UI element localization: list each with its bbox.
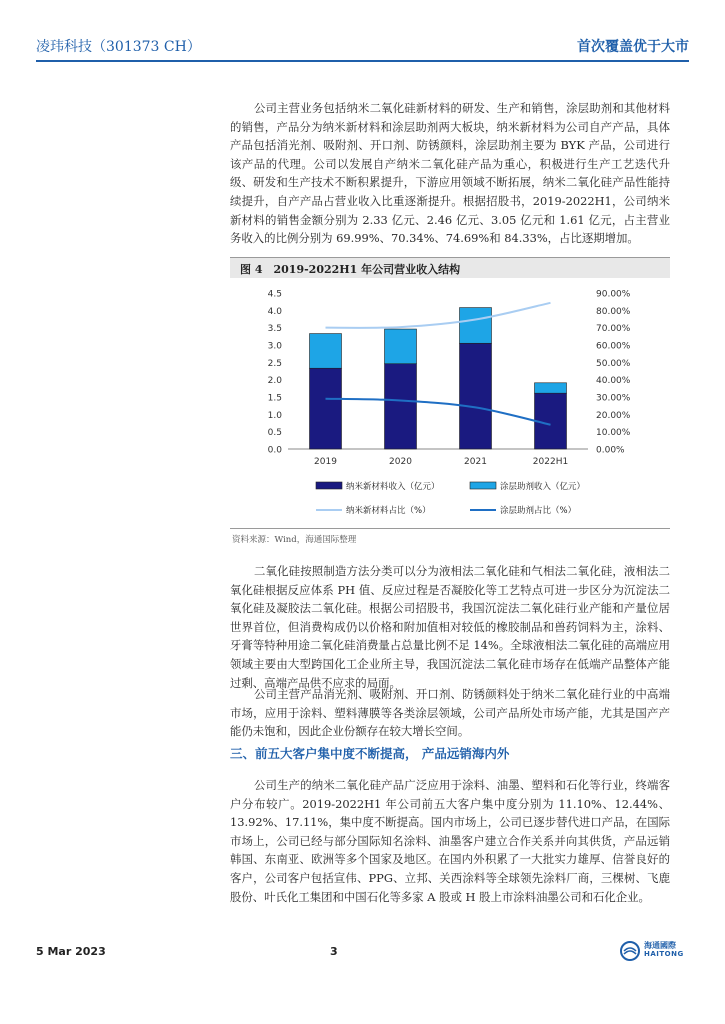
x-tick-label: 2021 xyxy=(464,457,487,467)
bar-coating-additive xyxy=(535,383,567,393)
y-left-tick-label: 0.5 xyxy=(267,428,282,439)
x-tick-label: 2022H1 xyxy=(532,457,569,467)
paragraph-business: 公司主营业务包括纳米二氧化硅新材料的研发、生产和销售，涂层助剂和其他材料的销售，产品分为纳米新材料和涂层助剂两大板块，纳米新材料为公司自产产品，具体产品包括消光剂、吸附剂、开口剂、防锈颜料，涂层助剂主要为 BYK 产品，公司进行该产品的代理。公司以发展自产纳米二氧化硅产品为重心，积极进行生产工艺迭代升级、研发和生产技术不断积累提升，下游应用领域不断拓展，纳米二氧化硅产品性能持续提升，自产产品占营业收入比重逐渐提升。根据招股书，2019-2022H1，公司纳米新材料的销售金额分别为 2.33 亿元、2.46 亿元、3.05 亿元和 1.61 亿元，占主营业务收入的比例分别为 69.99%、70.34%、74.69%和 84.33%，占比逐期增加。 xyxy=(230,101,670,246)
y-left-tick-label: 2.5 xyxy=(267,358,282,369)
footer-page-number: 3 xyxy=(330,945,338,958)
y-left-tick-label: 4.5 xyxy=(267,289,282,300)
y-left-tick-label: 1.0 xyxy=(267,410,282,421)
haitong-logo xyxy=(620,940,684,962)
y-right-tick-label: 90.00% xyxy=(596,289,631,300)
bar-coating-additive xyxy=(460,308,492,344)
footer-date: 5 Mar 2023 xyxy=(36,945,106,958)
y-right-tick-label: 0.00% xyxy=(596,445,625,456)
y-right-tick-label: 50.00% xyxy=(596,358,631,369)
y-right-tick-label: 30.00% xyxy=(596,393,631,404)
y-left-tick-label: 3.5 xyxy=(267,324,282,335)
x-tick-label: 2020 xyxy=(389,457,412,467)
line-nano-share xyxy=(326,303,551,328)
bar-coating-additive xyxy=(310,334,342,369)
line-coating-share xyxy=(326,399,551,425)
y-left-tick-label: 1.5 xyxy=(267,393,282,404)
legend-label: 涂层助剂收入（亿元） xyxy=(500,482,586,492)
legend-swatch xyxy=(470,482,496,489)
legend-swatch xyxy=(316,482,342,489)
y-right-tick-label: 40.00% xyxy=(596,376,631,387)
header-divider xyxy=(36,60,689,62)
paragraph-silica-methods: 二氧化硅按照制造方法分类可以分为液相法二氧化硅和气相法二氧化硅，液相法二氧化硅根据反应体系 PH 值、反应过程是否凝胶化等工艺特点可进一步区分为沉淀法二氧化硅及凝胶法二氧化硅。根据公司招股书，我国沉淀法二氧化硅行业产能和产量位居世界首位，但消费构成仍以价格和附加值相对较低的橡胶制品和兽药饲料为主，涂料、牙膏等特种用途二氧化硅消费量占总量比例不足 14%。全球液相法二氧化硅的高端应用领域主要由大型跨国化工企业所主导，我国沉淀法二氧化硅市场存在低端产品整体产能过剩、高端产品供不应求的局面。 xyxy=(230,564,670,690)
revenue-structure-chart xyxy=(230,277,670,529)
logo-text-en: HAITONG xyxy=(644,950,684,958)
y-right-tick-label: 10.00% xyxy=(596,428,631,439)
paragraph-market-position: 公司主营产品消光剂、吸附剂、开口剂、防锈颜料处于纳米二氧化硅行业的中高端市场，应用于涂料、塑料薄膜等各类涂层领域，公司产品所处市场产能，尤其是国产产能仍未饱和，因此企业份额存在较大增长空间。 xyxy=(230,687,670,739)
y-left-tick-label: 3.0 xyxy=(267,341,282,352)
y-right-tick-label: 80.00% xyxy=(596,306,631,317)
section-title: 三、前五大客户集中度不断提高， 产品远销海内外 xyxy=(230,746,510,761)
y-right-tick-label: 60.00% xyxy=(596,341,631,352)
figure-title: 图 4 2019-2022H1 年公司营业收入结构 xyxy=(240,263,461,276)
bar-nano-material xyxy=(310,368,342,449)
figure-title-bar xyxy=(230,257,670,278)
paragraph-customers: 公司生产的纳米二氧化硅产品广泛应用于涂料、油墨、塑料和石化等行业，终端客户分布较广。2019-2022H1 年公司前五大客户集中度分别为 11.10%、12.44%、13.92%、17.11%，集中度不断提高。国内市场上，公司已逐步替代进口产品，在国际市场上，公司已经与部分国际知名涂料、油墨客户建立合作关系并向其供货，产品远销韩国、东南亚、欧洲等多个国家及地区。在国内外积累了一大批实力雄厚、信誉良好的客户，公司客户包括宣伟、PPG、立邦、关西涂料等全球领先涂料厂商，三棵树、飞鹿股份、叶氏化工集团和中国石化等多家 A 股或 H 股上市涂料油墨公司和石化企业。 xyxy=(230,778,670,904)
legend-label: 纳米新材料收入（亿元） xyxy=(346,482,440,492)
legend-label: 涂层助剂占比（%） xyxy=(500,506,577,516)
bar-coating-additive xyxy=(385,329,417,364)
figure-4 xyxy=(230,257,670,542)
header-tagline: 首次覆盖优于大市 xyxy=(577,39,689,55)
y-left-tick-label: 0.0 xyxy=(267,445,282,456)
bar-nano-material xyxy=(385,364,417,449)
logo-text-cn: 海通國際 xyxy=(644,941,676,950)
bar-nano-material xyxy=(460,343,492,449)
y-left-tick-label: 4.0 xyxy=(267,306,282,317)
figure-bottom-rule xyxy=(230,528,670,529)
header-company: 凌玮科技（301373 CH） xyxy=(36,39,201,55)
y-left-tick-label: 2.0 xyxy=(267,376,282,387)
figure-source: 资料来源：Wind，海通国际整理 xyxy=(232,535,357,545)
x-tick-label: 2019 xyxy=(314,457,337,467)
legend-label: 纳米新材料占比（%） xyxy=(346,506,431,516)
y-right-tick-label: 70.00% xyxy=(596,324,631,335)
y-right-tick-label: 20.00% xyxy=(596,410,631,421)
haitong-logo-icon xyxy=(620,941,640,961)
